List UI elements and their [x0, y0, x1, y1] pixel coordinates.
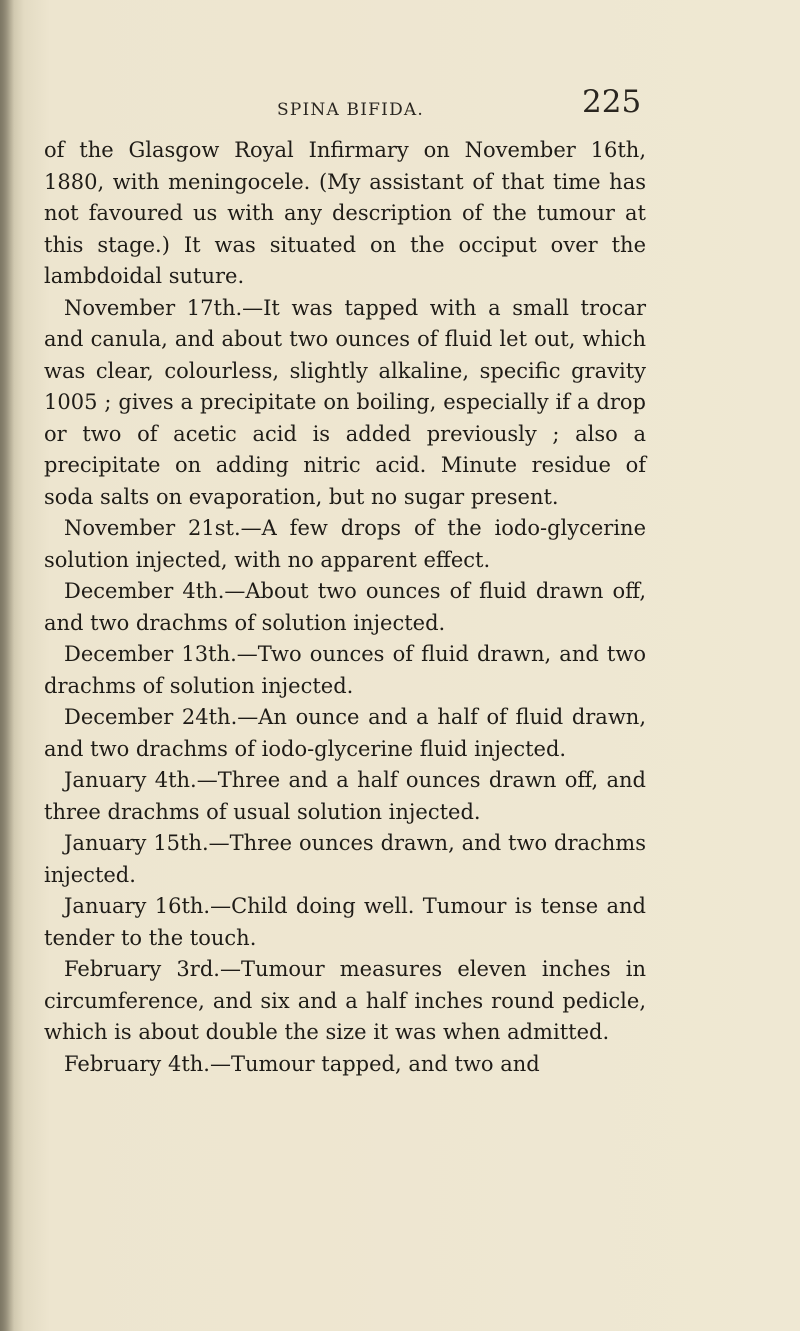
body-text: [44, 135, 646, 1080]
paragraph-nov-21: November 21st.—A few drops of the iodo-glycerine solution injected, with no apparent effect.: [44, 516, 646, 572]
paragraph-feb-4: February 4th.—Tumour tapped, and two and: [64, 1051, 540, 1076]
paragraph-dec-24: December 24th.—An ounce and a half of fluid drawn, and two drachms of iodo-glycerine fluid injected.: [44, 705, 646, 761]
paragraph-dec-13: December 13th.—Two ounces of fluid drawn, and two drachms of solution injected.: [44, 642, 646, 698]
paragraph-continuation: of the Glasgow Royal Infirmary on November 16th, 1880, with meningocele. (My assistant of that time has not favoured us with any description of the tumour at this stage.) It was situated on the occiput over the lambdoidal suture.: [44, 138, 646, 288]
paragraph-dec-4: December 4th.—About two ounces of fluid drawn off, and two drachms of solution injected.: [44, 579, 646, 635]
paragraph-jan-16: January 16th.—Child doing well. Tumour is tense and tender to the touch.: [44, 894, 646, 950]
paragraph-jan-15: January 15th.—Three ounces drawn, and two drachms injected.: [44, 831, 646, 887]
page-gutter-shadow: [0, 0, 14, 1331]
page-number: 225: [582, 84, 642, 120]
running-title: SPINA BIFIDA.: [277, 100, 424, 120]
paragraph-nov-17: November 17th.—It was tapped with a small trocar and canula, and about two ounces of fluid let out, which was clear, colourless, slightly alkaline, specific gravity 1005 ; gives a precipitate on boiling, especially if a drop or two of acetic acid is added previously ; also a precipitate on adding nitric acid. Minute residue of soda salts on evaporation, but no sugar present.: [44, 295, 646, 509]
paragraph-feb-3: February 3rd.—Tumour measures eleven inches in circumference, and six and a half inches round pedicle, which is about double the size it was when admitted.: [44, 957, 646, 1044]
paragraph-jan-4: January 4th.—Three and a half ounces drawn off, and three drachms of usual solution injected.: [44, 768, 646, 824]
